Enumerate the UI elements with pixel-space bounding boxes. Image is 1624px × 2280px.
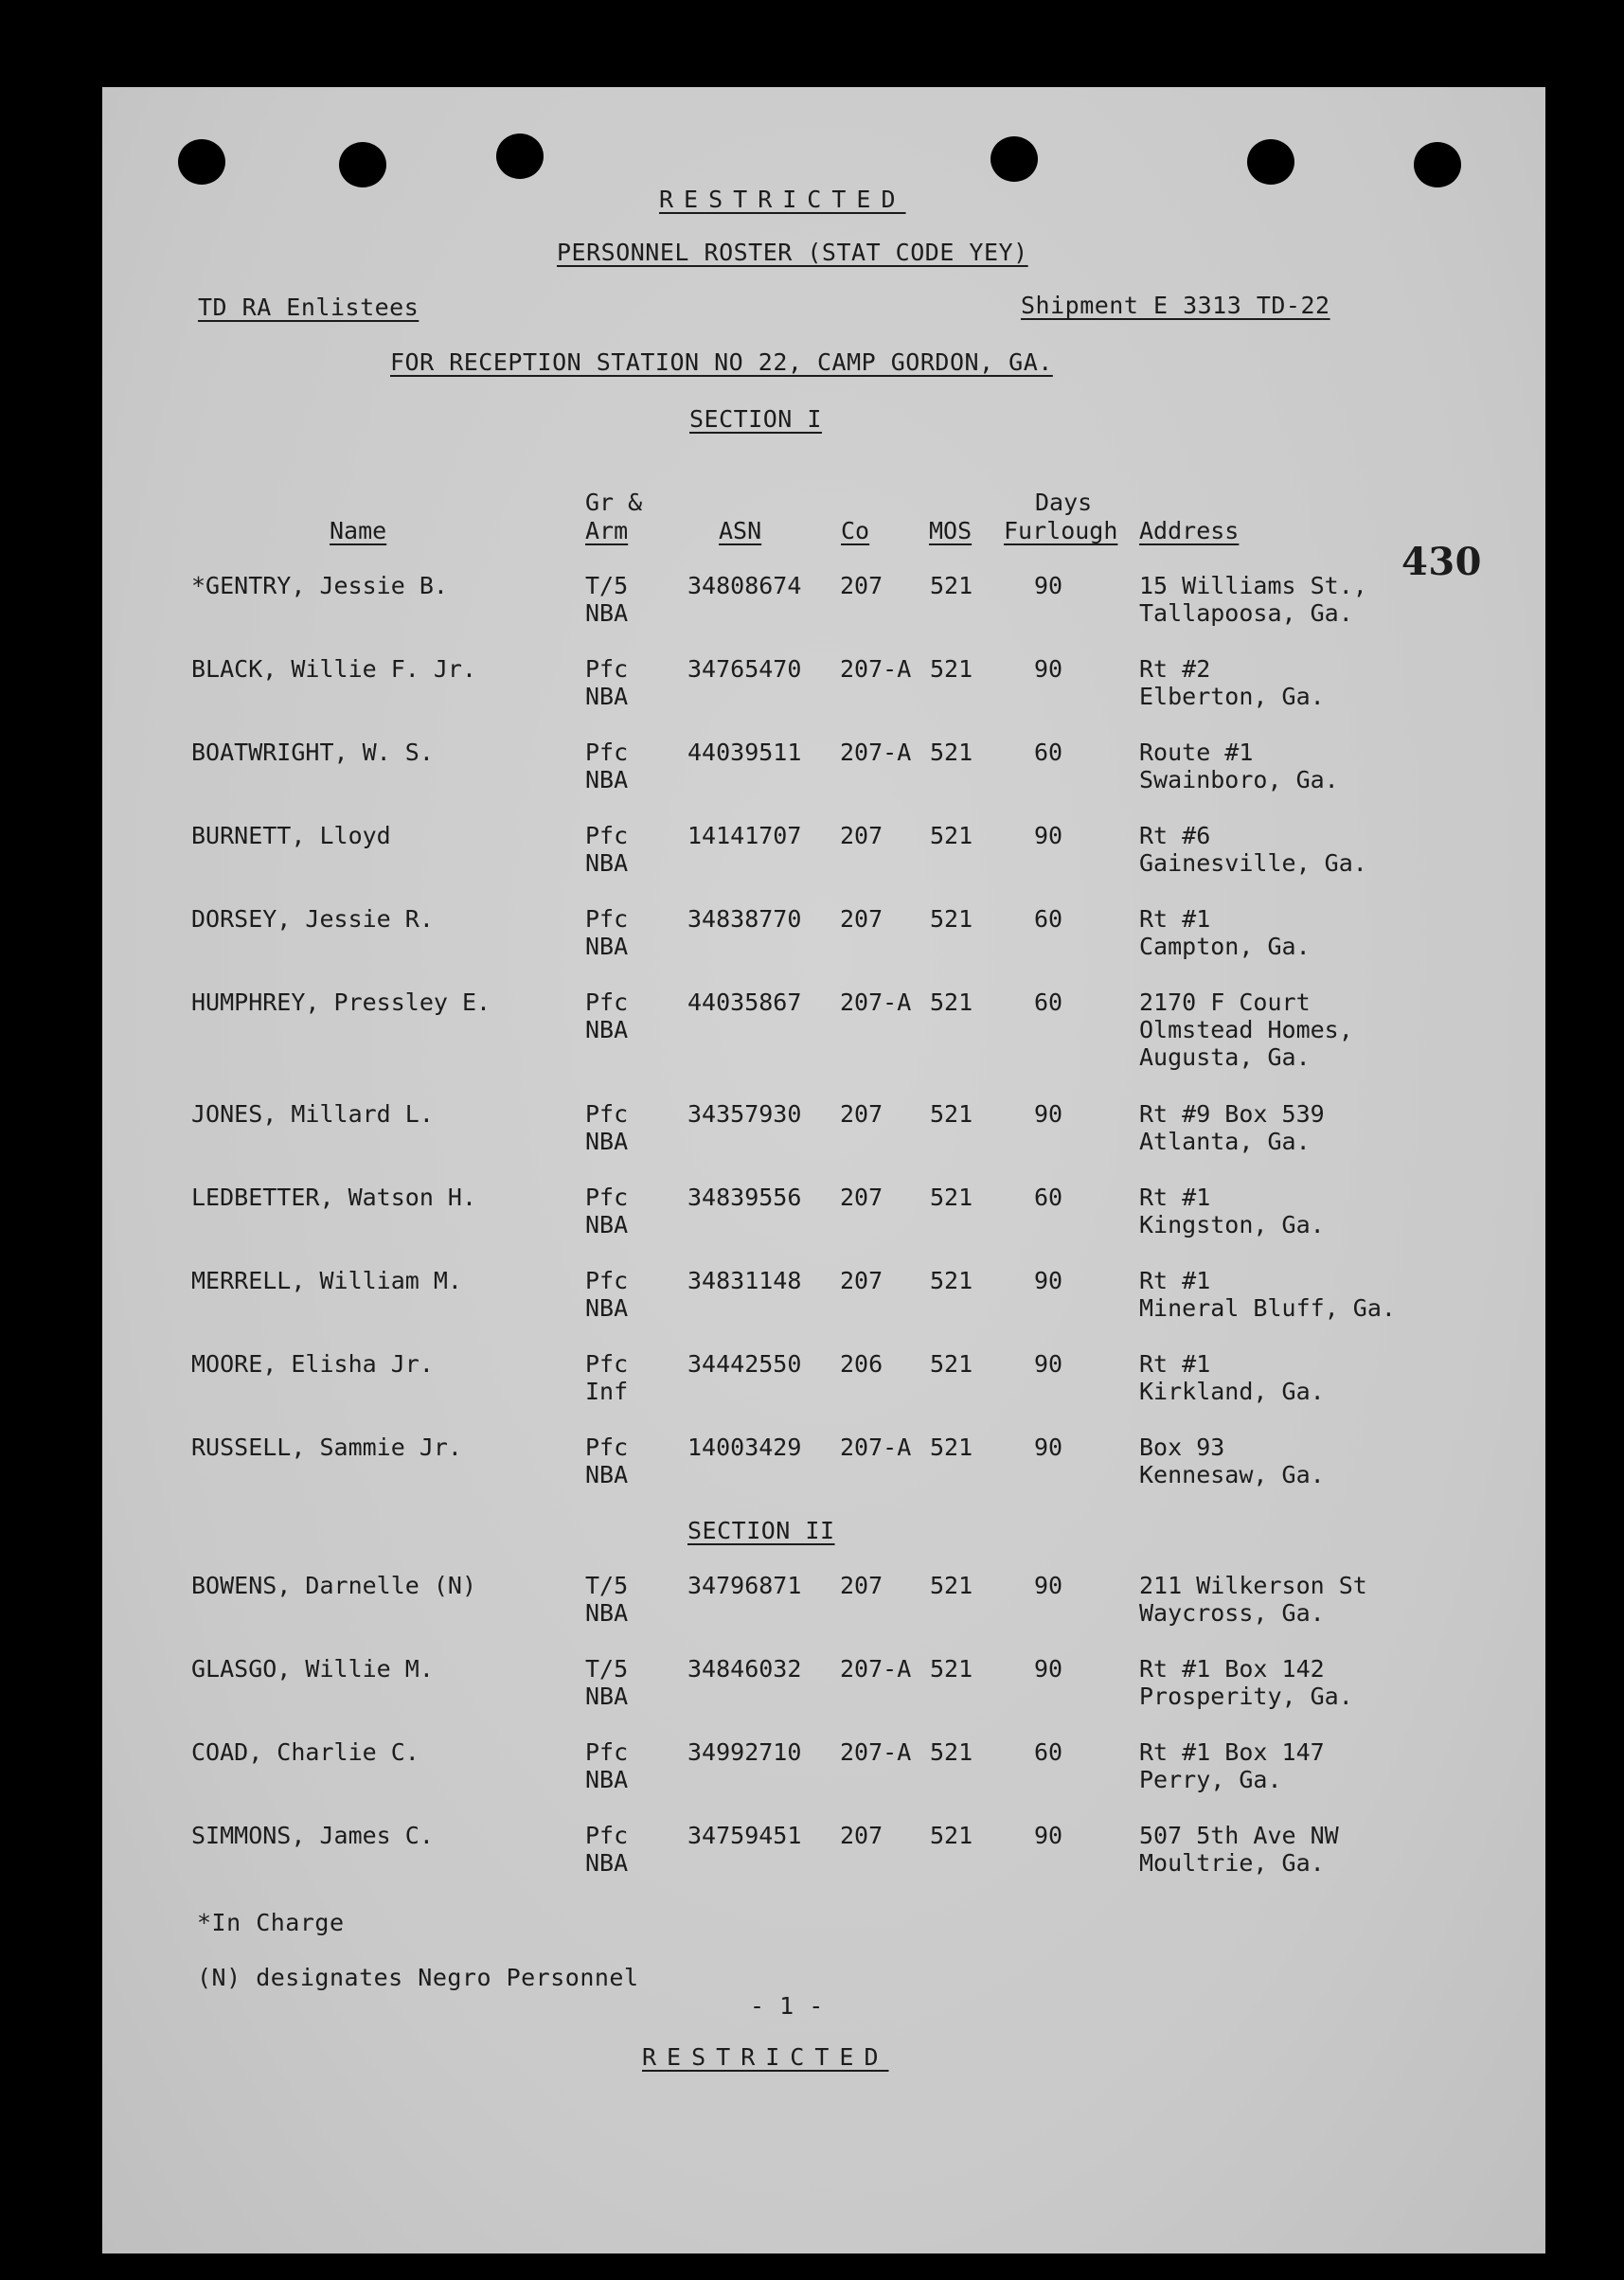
person-name: MOORE, Elisha Jr. [191, 1350, 434, 1378]
classification-bottom: RESTRICTED [642, 2043, 889, 2071]
asn: 34796871 [687, 1572, 802, 1599]
punch-hole [339, 142, 386, 187]
mos: 521 [930, 989, 973, 1016]
company: 207 [840, 1100, 883, 1128]
arm: NBA [585, 1766, 629, 1793]
furlough-days: 60 [1034, 739, 1063, 766]
arm: NBA [585, 1849, 629, 1877]
roster-row [102, 905, 1545, 981]
asn: 34808674 [687, 572, 802, 599]
address-line: 507 5th Ave NW [1139, 1822, 1339, 1849]
furlough-days: 90 [1034, 572, 1063, 599]
col-gr-header-line1: Gr & [585, 489, 643, 516]
company: 207 [840, 1572, 883, 1599]
furlough-days: 90 [1034, 1434, 1063, 1461]
person-name: BLACK, Willie F. Jr. [191, 655, 477, 683]
address-line: Rt #2 [1139, 655, 1211, 683]
asn: 34442550 [687, 1350, 802, 1378]
furlough-days: 60 [1034, 1184, 1063, 1211]
arm: NBA [585, 1016, 629, 1043]
destination: FOR RECEPTION STATION NO 22, CAMP GORDON, GA. [390, 348, 1053, 376]
address-line: Augusta, Ga. [1139, 1043, 1311, 1071]
roster-row [102, 1434, 1545, 1509]
arm: NBA [585, 1211, 629, 1238]
grade: Pfc [585, 1738, 629, 1766]
asn: 34759451 [687, 1822, 802, 1849]
person-name: HUMPHREY, Pressley E. [191, 989, 491, 1016]
person-name: BURNETT, Lloyd [191, 822, 391, 849]
col-name-header: Name [330, 517, 387, 544]
mos: 521 [930, 1267, 973, 1294]
furlough-days: 90 [1034, 1350, 1063, 1378]
grade: Pfc [585, 1350, 629, 1378]
company: 207-A [840, 1434, 912, 1461]
address-line: 2170 F Court [1139, 989, 1311, 1016]
furlough-days: 90 [1034, 1655, 1063, 1683]
person-name: DORSEY, Jessie R. [191, 905, 434, 933]
company: 207 [840, 1267, 883, 1294]
page-number: - 1 - [750, 1992, 824, 2020]
arm: NBA [585, 849, 629, 877]
furlough-days: 90 [1034, 1822, 1063, 1849]
person-name: COAD, Charlie C. [191, 1738, 419, 1766]
arm: NBA [585, 1128, 629, 1155]
mos: 521 [930, 1100, 973, 1128]
roster-row [102, 1822, 1545, 1897]
roster-row [102, 739, 1545, 814]
section-title: SECTION I [689, 405, 822, 433]
roster-row [102, 822, 1545, 898]
roster-row [102, 1738, 1545, 1814]
punch-hole [496, 134, 544, 179]
grade: Pfc [585, 1100, 629, 1128]
arm: NBA [585, 683, 629, 710]
roster-row [102, 1350, 1545, 1426]
furlough-days: 90 [1034, 655, 1063, 683]
grade: Pfc [585, 905, 629, 933]
classification-top: RESTRICTED [659, 186, 906, 213]
address-line: Kirkland, Ga. [1139, 1378, 1325, 1405]
roster-row [102, 655, 1545, 731]
address-line: Waycross, Ga. [1139, 1599, 1325, 1627]
col-asn-header: ASN [719, 517, 762, 544]
asn: 34838770 [687, 905, 802, 933]
col-gr-header-line2: Arm [585, 517, 629, 544]
mos: 521 [930, 655, 973, 683]
furlough-days: 90 [1034, 822, 1063, 849]
mos: 521 [930, 1738, 973, 1766]
grade: Pfc [585, 989, 629, 1016]
company: 207 [840, 822, 883, 849]
company: 206 [840, 1350, 883, 1378]
grade: Pfc [585, 1434, 629, 1461]
asn: 34357930 [687, 1100, 802, 1128]
company: 207 [840, 1822, 883, 1849]
address-line: Rt #1 [1139, 1267, 1211, 1294]
address-line: Elberton, Ga. [1139, 683, 1325, 710]
punch-hole [1414, 142, 1461, 187]
address-line: Rt #9 Box 539 [1139, 1100, 1325, 1128]
company: 207-A [840, 1738, 912, 1766]
person-name: RUSSELL, Sammie Jr. [191, 1434, 462, 1461]
address-line: Rt #1 [1139, 905, 1211, 933]
furlough-days: 90 [1034, 1267, 1063, 1294]
address-line: 15 Williams St., [1139, 572, 1367, 599]
company: 207 [840, 572, 883, 599]
roster-row [102, 1100, 1545, 1176]
asn: 34839556 [687, 1184, 802, 1211]
person-name: MERRELL, William M. [191, 1267, 462, 1294]
company: 207-A [840, 989, 912, 1016]
roster-row [102, 989, 1545, 1071]
grade: Pfc [585, 822, 629, 849]
address-line: Prosperity, Ga. [1139, 1683, 1353, 1710]
grade: Pfc [585, 1822, 629, 1849]
asn: 34846032 [687, 1655, 802, 1683]
mos: 521 [930, 1655, 973, 1683]
asn: 34765470 [687, 655, 802, 683]
mos: 521 [930, 739, 973, 766]
roster-row [102, 1184, 1545, 1259]
mos: 521 [930, 1434, 973, 1461]
arm: NBA [585, 1294, 629, 1322]
address-line: Perry, Ga. [1139, 1766, 1282, 1793]
person-name: SIMMONS, James C. [191, 1822, 434, 1849]
mos: 521 [930, 1572, 973, 1599]
furlough-days: 60 [1034, 989, 1063, 1016]
grade: T/5 [585, 1572, 629, 1599]
furlough-days: 60 [1034, 1738, 1063, 1766]
col-days-header-line1: Days [1035, 489, 1093, 516]
address-line: Campton, Ga. [1139, 933, 1311, 960]
mos: 521 [930, 822, 973, 849]
address-line: Kennesaw, Ga. [1139, 1461, 1325, 1488]
group-label: TD RA Enlistees [198, 294, 419, 321]
document-page [102, 87, 1545, 2253]
shipment-label: Shipment E 3313 TD-22 [1021, 292, 1330, 319]
address-line: Rt #1 Box 147 [1139, 1738, 1325, 1766]
address-line: Swainboro, Ga. [1139, 766, 1339, 793]
asn: 34992710 [687, 1738, 802, 1766]
furlough-days: 60 [1034, 905, 1063, 933]
col-co-header: Co [841, 517, 870, 544]
arm: NBA [585, 599, 629, 627]
address-line: 211 Wilkerson St [1139, 1572, 1367, 1599]
address-line: Rt #1 Box 142 [1139, 1655, 1325, 1683]
grade: Pfc [585, 1267, 629, 1294]
roster-row [102, 1267, 1545, 1343]
address-line: Moultrie, Ga. [1139, 1849, 1325, 1877]
mos: 521 [930, 1184, 973, 1211]
mos: 521 [930, 1822, 973, 1849]
mos: 521 [930, 1350, 973, 1378]
arm: NBA [585, 1683, 629, 1710]
punch-hole [178, 139, 225, 185]
address-line: Rt #1 [1139, 1350, 1211, 1378]
person-name: *GENTRY, Jessie B. [191, 572, 448, 599]
roster-title: PERSONNEL ROSTER (STAT CODE YEY) [557, 239, 1028, 266]
section-title: SECTION II [687, 1517, 835, 1544]
address-line: Tallapoosa, Ga. [1139, 599, 1353, 627]
address-line: Atlanta, Ga. [1139, 1128, 1311, 1155]
person-name: BOWENS, Darnelle (N) [191, 1572, 477, 1599]
address-line: Rt #1 [1139, 1184, 1211, 1211]
company: 207 [840, 1184, 883, 1211]
roster-row [102, 1572, 1545, 1648]
grade: Pfc [585, 655, 629, 683]
arm: NBA [585, 933, 629, 960]
arm: NBA [585, 1461, 629, 1488]
grade: Pfc [585, 739, 629, 766]
asn: 44035867 [687, 989, 802, 1016]
address-line: Rt #6 [1139, 822, 1211, 849]
address-line: Box 93 [1139, 1434, 1225, 1461]
col-address-header: Address [1139, 517, 1240, 544]
furlough-days: 90 [1034, 1100, 1063, 1128]
person-name: BOATWRIGHT, W. S. [191, 739, 434, 766]
grade: T/5 [585, 1655, 629, 1683]
punch-hole [1247, 139, 1294, 185]
address-line: Mineral Bluff, Ga. [1139, 1294, 1396, 1322]
footnote-designation: (N) designates Negro Personnel [197, 1964, 639, 1991]
person-name: LEDBETTER, Watson H. [191, 1184, 477, 1211]
punch-hole [990, 136, 1038, 182]
person-name: GLASGO, Willie M. [191, 1655, 434, 1683]
company: 207-A [840, 739, 912, 766]
grade: T/5 [585, 572, 629, 599]
address-line: Route #1 [1139, 739, 1254, 766]
grade: Pfc [585, 1184, 629, 1211]
col-mos-header: MOS [929, 517, 973, 544]
footnote-in-charge: *In Charge [197, 1909, 345, 1936]
arm: NBA [585, 766, 629, 793]
asn: 14003429 [687, 1434, 802, 1461]
mos: 521 [930, 905, 973, 933]
asn: 44039511 [687, 739, 802, 766]
furlough-days: 90 [1034, 1572, 1063, 1599]
arm: NBA [585, 1599, 629, 1627]
company: 207 [840, 905, 883, 933]
person-name: JONES, Millard L. [191, 1100, 434, 1128]
arm: Inf [585, 1378, 629, 1405]
col-days-header-line2: Furlough [1004, 517, 1118, 544]
asn: 14141707 [687, 822, 802, 849]
address-line: Kingston, Ga. [1139, 1211, 1325, 1238]
company: 207-A [840, 1655, 912, 1683]
page-stamp: 430 [1401, 540, 1482, 584]
mos: 521 [930, 572, 973, 599]
address-line: Olmstead Homes, [1139, 1016, 1353, 1043]
roster-row [102, 1655, 1545, 1731]
roster-row [102, 572, 1545, 648]
address-line: Gainesville, Ga. [1139, 849, 1367, 877]
asn: 34831148 [687, 1267, 802, 1294]
company: 207-A [840, 655, 912, 683]
